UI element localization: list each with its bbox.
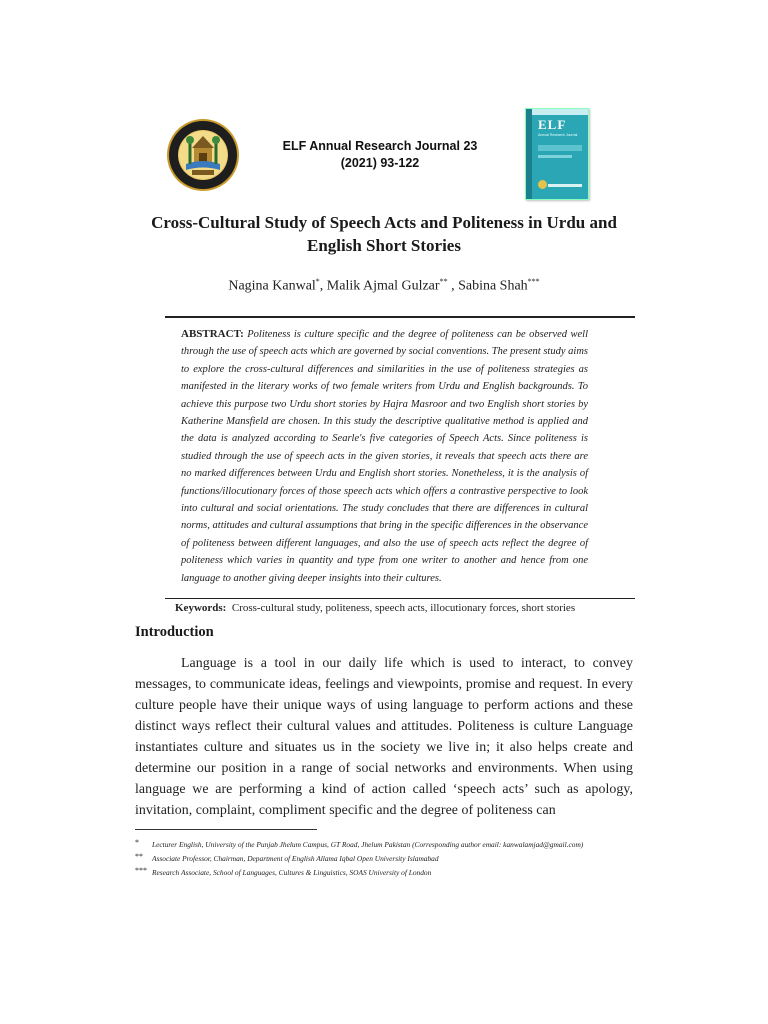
author-mark: **	[439, 277, 448, 286]
abstract-bottom-divider	[165, 598, 635, 599]
author-list	[120, 277, 648, 295]
footnote-text: Associate Professor, Chairman, Department of English Allama Iqbal Open University Islamabad	[152, 854, 439, 863]
footnote-text: Lecturer English, University of the Punjab Jhelum Campus, GT Road, Jhelum Pakistan (Corresponding author email: kanwalamjad@gmail.com)	[152, 840, 584, 849]
cover-subtitle: Annual Research Journal	[538, 133, 578, 137]
footnote-divider	[135, 829, 317, 830]
keywords	[175, 600, 625, 616]
footnote-mark: **	[135, 852, 143, 861]
footnote	[135, 852, 655, 866]
keywords-text: Cross-cultural study, politeness, speech acts, illocutionary forces, short stories	[231, 602, 576, 614]
paper-title	[120, 211, 648, 257]
abstract-top-divider	[165, 316, 635, 318]
footnotes	[135, 838, 655, 880]
paper-title-line-1: Cross-Cultural Study of Speech Acts and Politeness in Urdu and	[151, 213, 617, 232]
journal-name: ELF Annual Research Journal 23	[282, 139, 478, 153]
paper-title-line-2: English Short Stories	[307, 236, 461, 255]
author-separator: ,	[447, 278, 459, 294]
journal-cover-image	[525, 108, 589, 200]
abstract-text: Politeness is culture specific and the degree of politeness can be observed well through the use of speech acts which are governed by social conventions. The present study aims to explore the cross-cultural differences and similarities in the use of politeness strategies as manifested in the literary works of two female writers from Urdu and English backgrounds. To achieve this purpose two Urdu short stories by Hajra Masroor and two English short stories by Katherine Mansfield are chosen. In this study the descriptive qualitative method is applied and the data is analyzed according to Searle's five categories of Speech Acts. Since politeness is studied through the use of speech acts in the given stories, it reveals that speech acts there are no marked differences between Urdu and English short stories. Nonetheless, it is the analysis of functions/illocutionary forces of those speech acts which offers a contrastive perspective to look into cultural and social orientations. The study concludes that there are differences in cultural norms, attitudes and cultural assumptions that bring in the specific differences in the observance of politeness between different languages, and also the use of speech acts reflect the degree of politeness which varies in quantity and type from one writer to another and hence from one language to another giving deeper insights into their cultures.	[181, 329, 588, 584]
body-paragraph: Language is a tool in our daily life which is used to interact, to convey messages, to communicate ideas, feelings and viewpoints, promise and request. In every culture people have their unique ways of using language to perform actions and these distinct ways reflect their cultural values and attitudes. Politeness is culture Language instantiates culture and situates us in the society we live in; it also helps create and determine our position in a range of social networks and environments. When using language we are performing a kind of action called ‘speech acts’ such as apology, invitation, complaint, compliment specific and the degree of politeness can	[135, 656, 633, 818]
cover-title: ELF	[538, 117, 567, 132]
author-mark: *	[315, 277, 320, 286]
author-mark: ***	[527, 277, 540, 286]
keywords-label: Keywords:	[175, 602, 227, 614]
footnote	[135, 866, 655, 880]
author-name: Nagina Kanwal	[228, 278, 316, 294]
university-seal-logo	[166, 118, 240, 192]
abstract-label: ABSTRACT:	[181, 328, 244, 340]
footnote-text: Research Associate, School of Languages, Cultures & Linguistics, SOAS University of London	[152, 868, 432, 877]
abstract	[181, 326, 588, 587]
cover-logo-icon	[538, 180, 547, 189]
author-name: Sabina Shah	[458, 278, 528, 294]
footnote-mark: ***	[135, 866, 147, 875]
section-heading: Introduction	[135, 624, 214, 640]
author-name: Malik Ajmal Gulzar	[326, 278, 440, 294]
author-separator: ,	[319, 278, 327, 294]
journal-title	[270, 138, 490, 172]
footnote	[135, 838, 655, 852]
footnote-mark: *	[135, 838, 139, 847]
journal-issue: (2021) 93-122	[340, 156, 420, 170]
